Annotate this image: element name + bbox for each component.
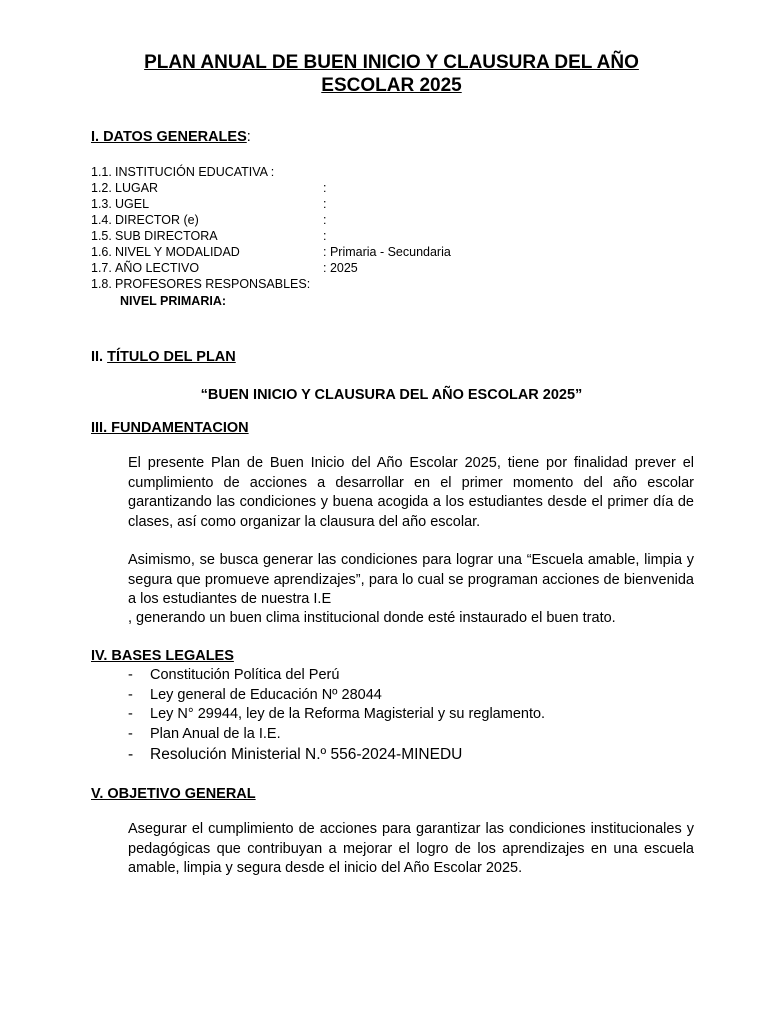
datos-label: PROFESORES RESPONSABLES:	[115, 277, 311, 291]
datos-label: UGEL	[115, 197, 150, 211]
list-dash: -	[128, 686, 133, 703]
fundamentacion-paragraph-2b: , generando un buen clima institucional donde esté instaurado el buen trato.	[128, 610, 616, 626]
datos-num: 1.2.	[91, 181, 112, 195]
datos-num: 1.1.	[91, 165, 112, 179]
datos-value: :	[323, 181, 327, 195]
datos-num: 1.7.	[91, 261, 112, 275]
fundamentacion-paragraph-1: El presente Plan de Buen Inicio del Año Escolar 2025, tiene por finalidad prever el cumplimiento de acciones a desarrollar en el primer momento del año escolar garantizando las condiciones y buena acogida a los estudiantes desde el primer día de clases, así como organizar la clausura del año escolar.	[128, 455, 694, 530]
list-item-text: Constitución Política del Perú	[150, 667, 340, 683]
list-dash: -	[128, 667, 133, 683]
datos-label: AÑO LECTIVO	[115, 261, 200, 275]
section-titulo-label: TÍTULO DEL PLAN	[107, 349, 236, 365]
datos-value: : 2025	[323, 261, 358, 275]
objetivo-paragraph: Asegurar el cumplimiento de acciones para garantizar las condiciones institucionales y pedagógicas que contribuyan a mejorar el logro de los aprendizajes en una escuela amable, limpia y segura desde el inicio del Año Escolar 2025.	[128, 821, 694, 876]
plan-title: “BUEN INICIO Y CLAUSURA DEL AÑO ESCOLAR 2025”	[200, 387, 583, 403]
datos-value: :	[323, 229, 327, 243]
list-dash: -	[128, 746, 134, 763]
section-datos-generales-colon: :	[246, 129, 251, 145]
fundamentacion-paragraph-2: Asimismo, se busca generar las condiciones para lograr una “Escuela amable, limpia y segura que promueve aprendizajes”, para lo cual se programan acciones de bienvenida a los estudiantes de nuestra I.E	[128, 552, 694, 607]
list-item-text: Ley general de Educación Nº 28044	[150, 686, 382, 703]
datos-label: LUGAR	[115, 181, 159, 195]
datos-num: 1.6.	[91, 245, 112, 259]
section-titulo-heading	[91, 348, 236, 366]
datos-label: NIVEL Y MODALIDAD	[115, 245, 240, 259]
list-dash: -	[128, 706, 133, 722]
section-titulo-prefix: II.	[91, 349, 108, 365]
section-objetivo-heading: V. OBJETIVO GENERAL	[91, 786, 256, 802]
datos-num: 1.3.	[91, 197, 112, 211]
section-fundamentacion-heading: III. FUNDAMENTACION	[91, 420, 249, 436]
datos-label: DIRECTOR (e)	[115, 213, 199, 227]
datos-value: :	[323, 197, 327, 211]
document-title	[90, 51, 693, 97]
nivel-primaria-label: NIVEL PRIMARIA:	[120, 294, 227, 308]
section-datos-generales-heading	[91, 128, 251, 146]
list-item-text: Ley N° 29944, ley de la Reforma Magisterial y su reglamento.	[150, 706, 546, 722]
datos-label: INSTITUCIÓN EDUCATIVA :	[115, 165, 275, 179]
datos-num: 1.5.	[91, 229, 112, 243]
datos-value: : Primaria - Secundaria	[323, 245, 451, 259]
datos-num: 1.8.	[91, 277, 112, 291]
datos-label: SUB DIRECTORA	[115, 229, 218, 243]
list-item-text: Resolución Ministerial N.º 556-2024-MINEDU	[150, 746, 463, 763]
datos-value: :	[323, 213, 327, 227]
title-line-1: PLAN ANUAL DE BUEN INICIO Y CLAUSURA DEL AÑO	[144, 52, 639, 73]
section-bases-legales-heading: IV. BASES LEGALES	[91, 648, 234, 664]
datos-num: 1.4.	[91, 213, 112, 227]
list-dash: -	[128, 725, 133, 742]
list-item-text: Plan Anual de la I.E.	[150, 725, 281, 742]
title-line-2: ESCOLAR 2025	[321, 75, 462, 96]
section-datos-generales-label: I. DATOS GENERALES	[91, 129, 247, 145]
